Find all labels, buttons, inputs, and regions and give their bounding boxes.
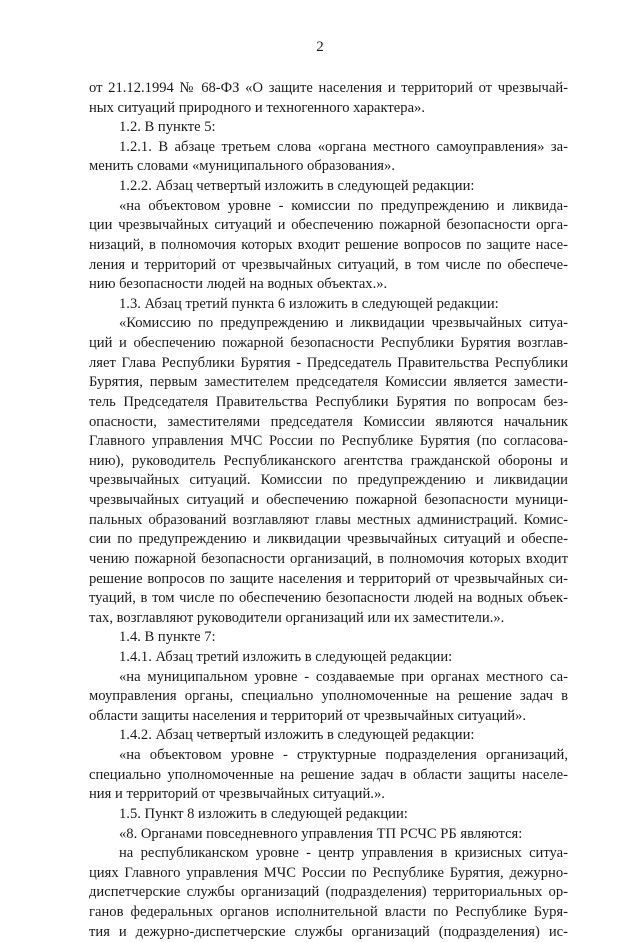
text-line: «на объектовом уровне - комиссии по предупреждению и ликвида-: [119, 197, 568, 214]
text-line: низаций, в полномочия которых входит решение вопросов по защите насе-: [89, 236, 568, 253]
text-line: от 21.12.1994 № 68-ФЗ «О защите населения и территорий от чрезвычай-: [89, 80, 568, 96]
text-line: чрезвычайных ситуаций. Комиссии по предупреждению и ликвидации: [89, 472, 568, 489]
text-line: 1.2.1. В абзаце третьем слова «органа местного самоуправления» за-: [119, 138, 568, 155]
text-line: тель Председателя Правительства Республики Бурятия по вопросам без-: [89, 393, 568, 410]
text-line: решение вопросов по защите населения и территорий от чрезвычайных си-: [89, 570, 568, 587]
text-line: диспетчерскиe службы организаций (подразделения) территориальных ор-: [89, 884, 568, 901]
text-line: ляет Глава Республики Бурятия - Председатель Правительства Республики: [89, 354, 568, 371]
text-line: ных ситуаций природного и техногенного характера».: [89, 99, 425, 116]
text-line: нию безопасности людей на водных объектах.».: [89, 276, 388, 293]
text-line: 1.2. В пункте 5:: [119, 119, 216, 136]
text-line: тах, возглавляют руководители организаций или их заместители.».: [89, 609, 505, 626]
text-line: чению пожарной безопасности организаций, в полномочия которых входит: [89, 550, 568, 567]
text-line: моуправления органы, специально уполномоченные на решение задач в: [89, 688, 568, 705]
text-line: области защиты населения и территорий от чрезвычайных ситуаций».: [89, 707, 526, 724]
text-line: 1.4.1. Абзац третий изложить в следующей редакции:: [119, 648, 453, 665]
text-line: Бурятия, первым заместителем председателя Комиссии является замести-: [89, 374, 568, 391]
text-line: ции чрезвычайных ситуаций и обеспечению пожарной безопасности орга-: [89, 217, 568, 234]
text-line: опасности, заместителями председателя Комиссии являются начальник: [89, 413, 568, 430]
text-line: 1.4. В пункте 7:: [119, 629, 216, 646]
text-line: Главного управления МЧС России по Республике Бурятия (по согласова-: [89, 433, 568, 450]
text-line: 1.2.2. Абзац четвертый изложить в следующей редакции:: [119, 178, 475, 195]
text-line: ния и территорий от чрезвычайных ситуаций.».: [89, 786, 385, 803]
text-line: ций и обеспечению пожарной безопасности Республики Бурятия возглав-: [89, 335, 568, 352]
text-line: «на муниципальном уровне - создаваемые при органах местного са-: [119, 668, 568, 685]
text-line: ления и территорий от чрезвычайных ситуаций, в том числе по обеспече-: [89, 256, 568, 273]
text-line: 1.4.2. Абзац четвертый изложить в следующей редакции:: [119, 727, 475, 744]
text-line: пальных образований возглавляют главы местных администраций. Комис-: [89, 511, 568, 528]
text-line: специально уполномоченные на решение задач в области защиты населе-: [89, 766, 568, 783]
text-line: менить словами «муниципального образования».: [89, 158, 395, 175]
text-line: ганов федеральных органов исполнительной власти по Республике Буря-: [89, 904, 568, 921]
text-line: чрезвычайных ситуаций и обеспечению пожарной безопасности муници-: [89, 492, 568, 509]
text-line: 1.3. Абзац третий пункта 6 изложить в следующей редакции:: [119, 295, 499, 312]
page-number: 2: [316, 39, 324, 55]
text-line: «Комиссию по предупреждению и ликвидации чрезвычайных ситуа-: [119, 315, 568, 332]
text-line: «8. Органами повседневного управления ТП РСЧС РБ являются:: [119, 825, 523, 842]
text-line: сии по предупреждению и ликвидации чрезвычайных ситуаций и обеспе-: [89, 531, 568, 548]
text-line: на республиканском уровне - центр управления в кризисных ситуа-: [119, 845, 568, 862]
text-line: туаций, в том числе по обеспечению безопасности людей на водных объек-: [89, 590, 568, 607]
text-line: циях Главного управления МЧС России по Республике Бурятия, дежурно-: [89, 864, 568, 881]
text-line: нию), руководитель Республиканского агентства гражданской обороны и: [89, 452, 568, 469]
text-line: «на объектовом уровне - структурные подразделения организаций,: [119, 747, 568, 764]
text-line: 1.5. Пункт 8 изложить в следующей редакции:: [119, 805, 408, 822]
text-line: тия и дежурно-диспетчерские службы организаций (подразделения) ис-: [89, 923, 568, 940]
